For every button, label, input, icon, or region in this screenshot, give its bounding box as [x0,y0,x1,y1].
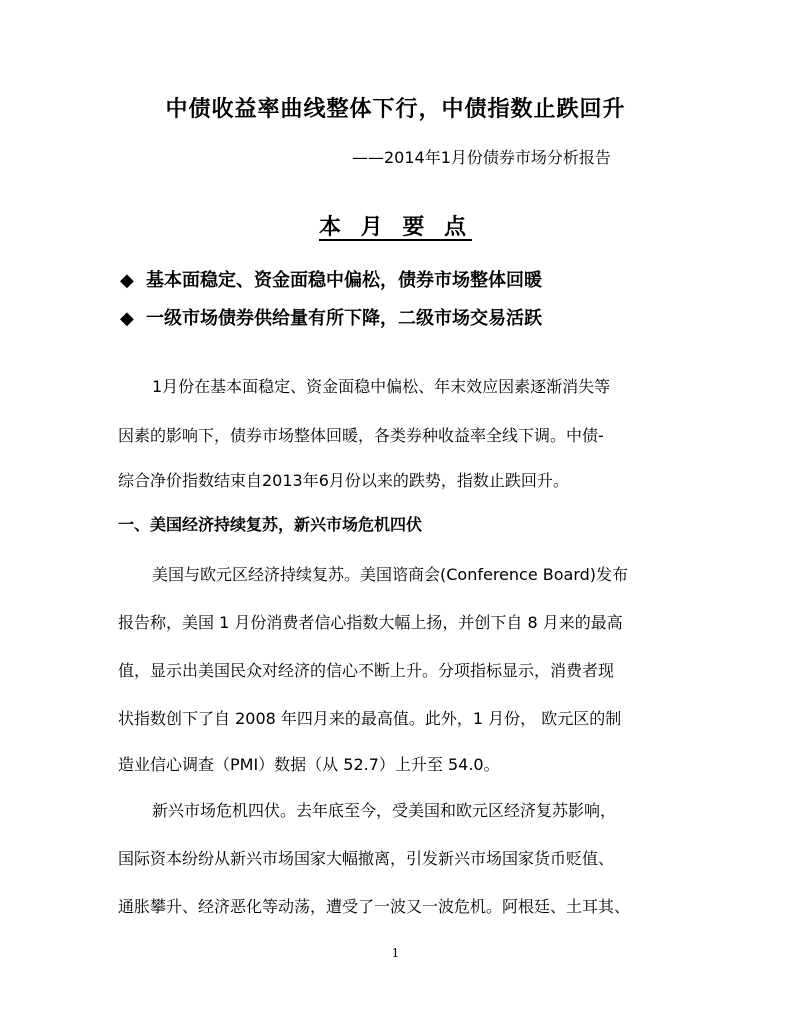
paragraph-line: 国际资本纷纷从新兴市场国家大幅撤离，引发新兴市场国家货币贬值、 [118,849,615,868]
highlight-item [120,266,542,292]
section-heading: 一、美国经济持续复苏，新兴市场危机四伏 [118,515,423,534]
paragraph-line: 值，显示出美国民众对经济的信心不断上升。分项指标显示，消费者现 [118,661,615,680]
paragraph-line: 1月份在基本面稳定、资金面稳中偏松、年末效应因素逐渐消失等 [152,377,611,396]
document-subtitle: ——2014年1月份债券市场分析报告 [352,148,611,167]
paragraph-line: 造业信心调查（PMI）数据（从 52.7）上升至 54.0。 [118,755,500,774]
paragraph-line: 综合净价指数结束自2013年6月份以来的跌势，指数止跌回升。 [118,471,569,490]
highlights-heading: 本 月 要 点 [319,215,472,240]
paragraph-line: 新兴市场危机四伏。去年底至今，受美国和欧元区经济复苏影响， [152,801,617,820]
paragraph-line: 报告称，美国 1 月份消费者信心指数大幅上扬，并创下自 8 月来的最高 [118,613,623,632]
paragraph-line: 状指数创下了自 2008 年四月来的最高值。此外，1 月份， 欧元区的制 [118,709,622,728]
highlight-text: 一级市场债券供给量有所下降，二级市场交易活跃 [146,308,542,329]
diamond-bullet-icon: ◆ [120,308,134,329]
paragraph-line: 美国与欧元区经济持续复苏。美国谘商会(Conference Board)发布 [152,565,629,584]
highlight-text: 基本面稳定、资金面稳中偏松，债券市场整体回暖 [146,270,542,291]
paragraph-line: 因素的影响下，债券市场整体回暖，各类券种收益率全线下调。中债- [118,426,604,445]
document-title: 中债收益率曲线整体下行，中债指数止跌回升 [165,97,626,122]
page-number: 1 [391,946,400,960]
diamond-bullet-icon: ◆ [120,270,134,291]
highlight-item [120,304,542,330]
paragraph-line: 通胀攀升、经济恶化等动荡，遭受了一波又一波危机。阿根廷、土耳其、 [118,897,631,916]
